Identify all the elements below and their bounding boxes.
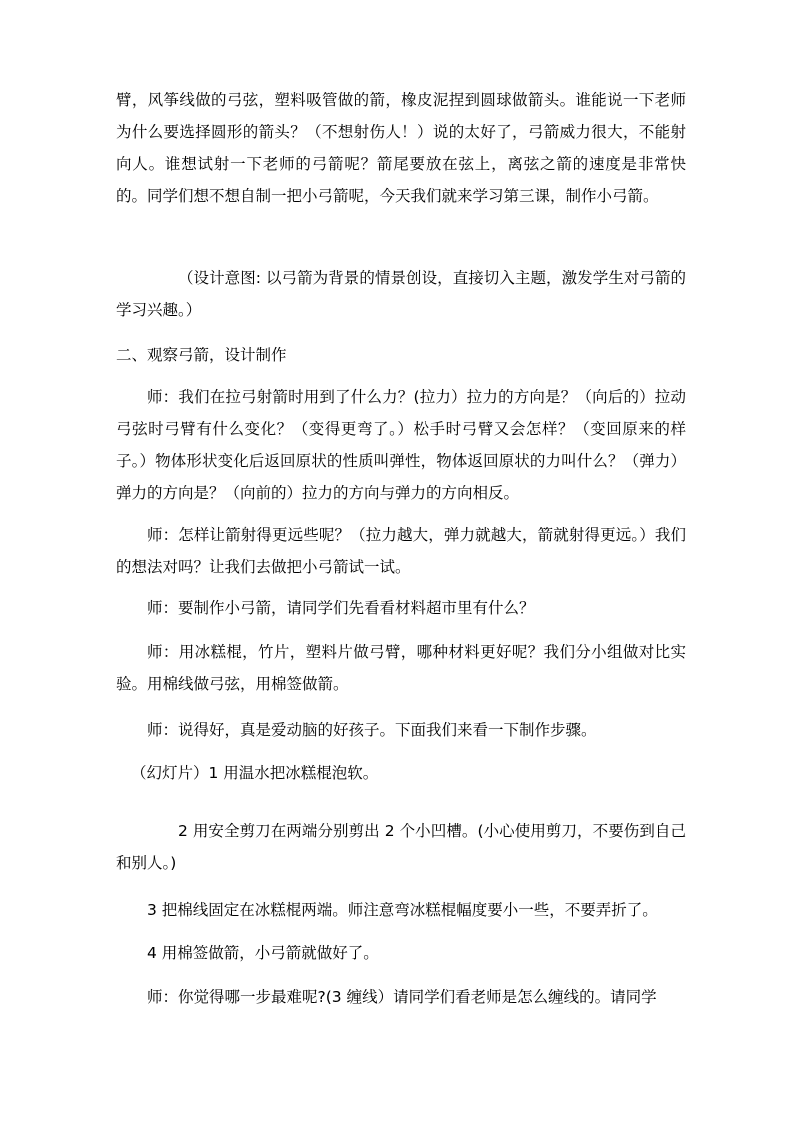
step-2-cut-notches: 2 用安全剪刀在两端分别剪出 2 个小凹槽。(小心使用剪刀，不要伤到自己和别人。) xyxy=(116,822,686,872)
paragraph-hardest-step: 师：你觉得哪一步最难呢?(3 缠线）请同学们看老师是怎么缠线的。请同学 xyxy=(147,988,657,1006)
step-1-soak-stick: （幻灯片）1 用温水把冰糕棍泡软。 xyxy=(131,764,379,782)
section-heading-observe-design: 二、观察弓箭，设计制作 xyxy=(116,346,287,364)
paragraph-production-steps-intro: 师：说得好，真是爱动脑的好孩子。下面我们来看一下制作步骤。 xyxy=(147,721,597,739)
step-3-fix-string: 3 把棉线固定在冰糕棍两端。师注意弯冰糕棍幅度要小一些，不要弄折了。 xyxy=(147,901,658,919)
paragraph-pull-force-elasticity: 师：我们在拉弓射箭时用到了什么力？(拉力）拉力的方向是？（向后的）拉动弓弦时弓臂有什么变化？（变得更弯了。）松手时弓臂又会怎样？（变回原来的样子。）物体形状变化后返回原状的性质叫弹性，物体返回原状的力叫什么？（弹力）弹力的方向是？（向前的）拉力的方向与弹力的方向相反。 xyxy=(116,388,686,502)
step-4-make-arrow: 4 用棉签做箭，小弓箭就做好了。 xyxy=(147,944,379,962)
paragraph-bow-introduction: 臂，风筝线做的弓弦，塑料吸管做的箭，橡皮泥捏到圆球做箭头。谁能说一下老师为什么要选择圆形的箭头？（不想射伤人！）说的太好了，弓箭威力很大，不能射向人。谁想试射一下老师的弓箭呢？箭尾要放在弦上，离弦之箭的速度是非常快的。同学们想不想自制一把小弓箭呢，今天我们就来学习第三课，制作小弓箭。 xyxy=(116,91,686,205)
paragraph-design-intent: （设计意图: 以弓箭为背景的情景创设，直接切入主题，激发学生对弓箭的学习兴趣。） xyxy=(116,269,686,319)
paragraph-shoot-farther: 师：怎样让箭射得更远些呢？（拉力越大，弹力就越大，箭就射得更远。）我们的想法对吗？让我们去做把小弓箭试一试。 xyxy=(116,526,686,576)
paragraph-material-supermarket: 师：要制作小弓箭，请同学们先看看材料超市里有什么？ xyxy=(147,599,535,617)
paragraph-material-comparison: 师：用冰糕棍，竹片，塑料片做弓臂，哪种材料更好呢？我们分小组做对比实验。用棉线做弓弦，用棉签做箭。 xyxy=(116,643,686,693)
